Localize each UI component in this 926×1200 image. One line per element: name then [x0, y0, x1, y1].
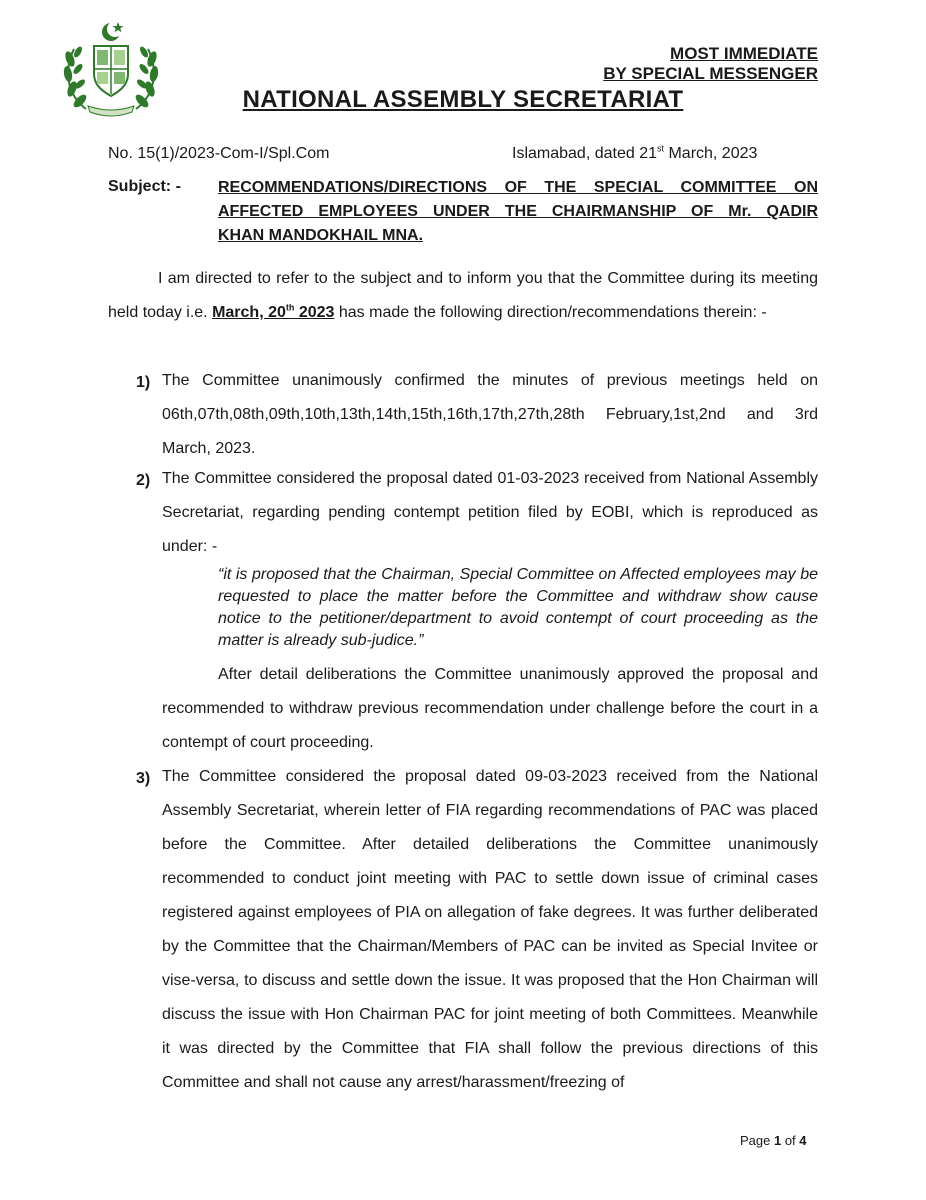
meeting-date-text: March, 20 [212, 304, 286, 321]
item-2-text: The Committee considered the proposal dated 01-03-2023 received from National Assembly Secretariat, regarding pending contempt petition filed by EOBI, which is reproduced as under: - [162, 470, 818, 555]
item-2-after-text: After detail deliberations the Committee unanimously approved the proposal and recommended to withdraw previous recommendation under challenge before the court in a contempt of court proceeding. [162, 666, 818, 751]
meeting-date-sup: th [285, 302, 295, 313]
meeting-date-year: 2023 [294, 304, 335, 321]
item-2-number: 2) [136, 472, 151, 489]
item-3-text: The Committee considered the proposal dated 09-03-2023 received from the National Assembly Secretariat, wherein letter of FIA regarding recommendations of PAC was placed before the Committee. After detailed deliberations the Committee unanimously recommended to conduct joint meeting with PAC to settle down issue of criminal cases registered against employees of PIA on allegation of fake degrees. It was further deliberated by the Committee that the Chairman/Members of PAC can be invited as Special Invitee or vise-versa, to discuss and settle down the issue. It was proposed that the Hon Chairman will discuss the issue with Hon Chairman PAC for joint meeting of both Committees. Meanwhile it was directed by the Committee that FIA shall follow the previous directions of this Committee and shall not cause any arrest/harassment/freezing of [162, 768, 818, 1091]
date-prefix: Islamabad, dated 21 [512, 145, 657, 162]
page-footer [740, 1133, 807, 1148]
priority-block [603, 44, 818, 84]
date-superscript: st [657, 143, 665, 154]
item-1-number: 1) [136, 374, 151, 391]
intro-text-2: has made the following direction/recommendations therein: - [334, 304, 767, 321]
subject-text [218, 176, 818, 248]
page-number: 1 [773, 1133, 782, 1148]
organization-title: NATIONAL ASSEMBLY SECRETARIAT [242, 86, 684, 113]
intro-paragraph [108, 262, 818, 330]
date-suffix: March, 2023 [664, 145, 758, 162]
subject-label: Subject: - [108, 178, 181, 195]
item-1-text-a: The Committee unanimously confirmed the minutes of previous meetings held on [162, 372, 818, 389]
item-3-number: 3) [136, 770, 151, 787]
subject-line-2: KHAN MANDOKHAIL MNA. [218, 227, 424, 244]
intro-text-1: I am directed to refer to the subject and to inform you that the Committee during its meeting held today i.e. [108, 270, 818, 321]
page-label: Page [740, 1133, 774, 1148]
priority-special-messenger: BY SPECIAL MESSENGER [603, 64, 818, 83]
subject-line-1: RECOMMENDATIONS/DIRECTIONS OF THE SPECIAL COMMITTEE ON AFFECTED EMPLOYEES UNDER THE CHAIRMANSHIP OF Mr. QADIR [218, 179, 818, 220]
reference-number: No. 15(1)/2023-Com-I/Spl.Com [108, 145, 330, 162]
priority-most-immediate: MOST IMMEDIATE [670, 44, 818, 63]
item-2-quote: “it is proposed that the Chairman, Special Committee on Affected employees may be requested to place the matter before the Committee and withdraw show cause notice to the petitioner/department to avoid contempt of court proceeding as the matter is already sub-judice.” [218, 566, 818, 649]
letter-date [512, 145, 757, 163]
of-label: of [781, 1133, 800, 1148]
item-1-dates: 06th,07th,08th,09th,10th,13th,14th,15th,16th,17th,27th,28th February,1st,2nd and 3rd March, 2023. [162, 406, 818, 457]
meeting-date [212, 304, 334, 321]
page-total: 4 [799, 1133, 807, 1148]
item-1-text [162, 364, 818, 466]
